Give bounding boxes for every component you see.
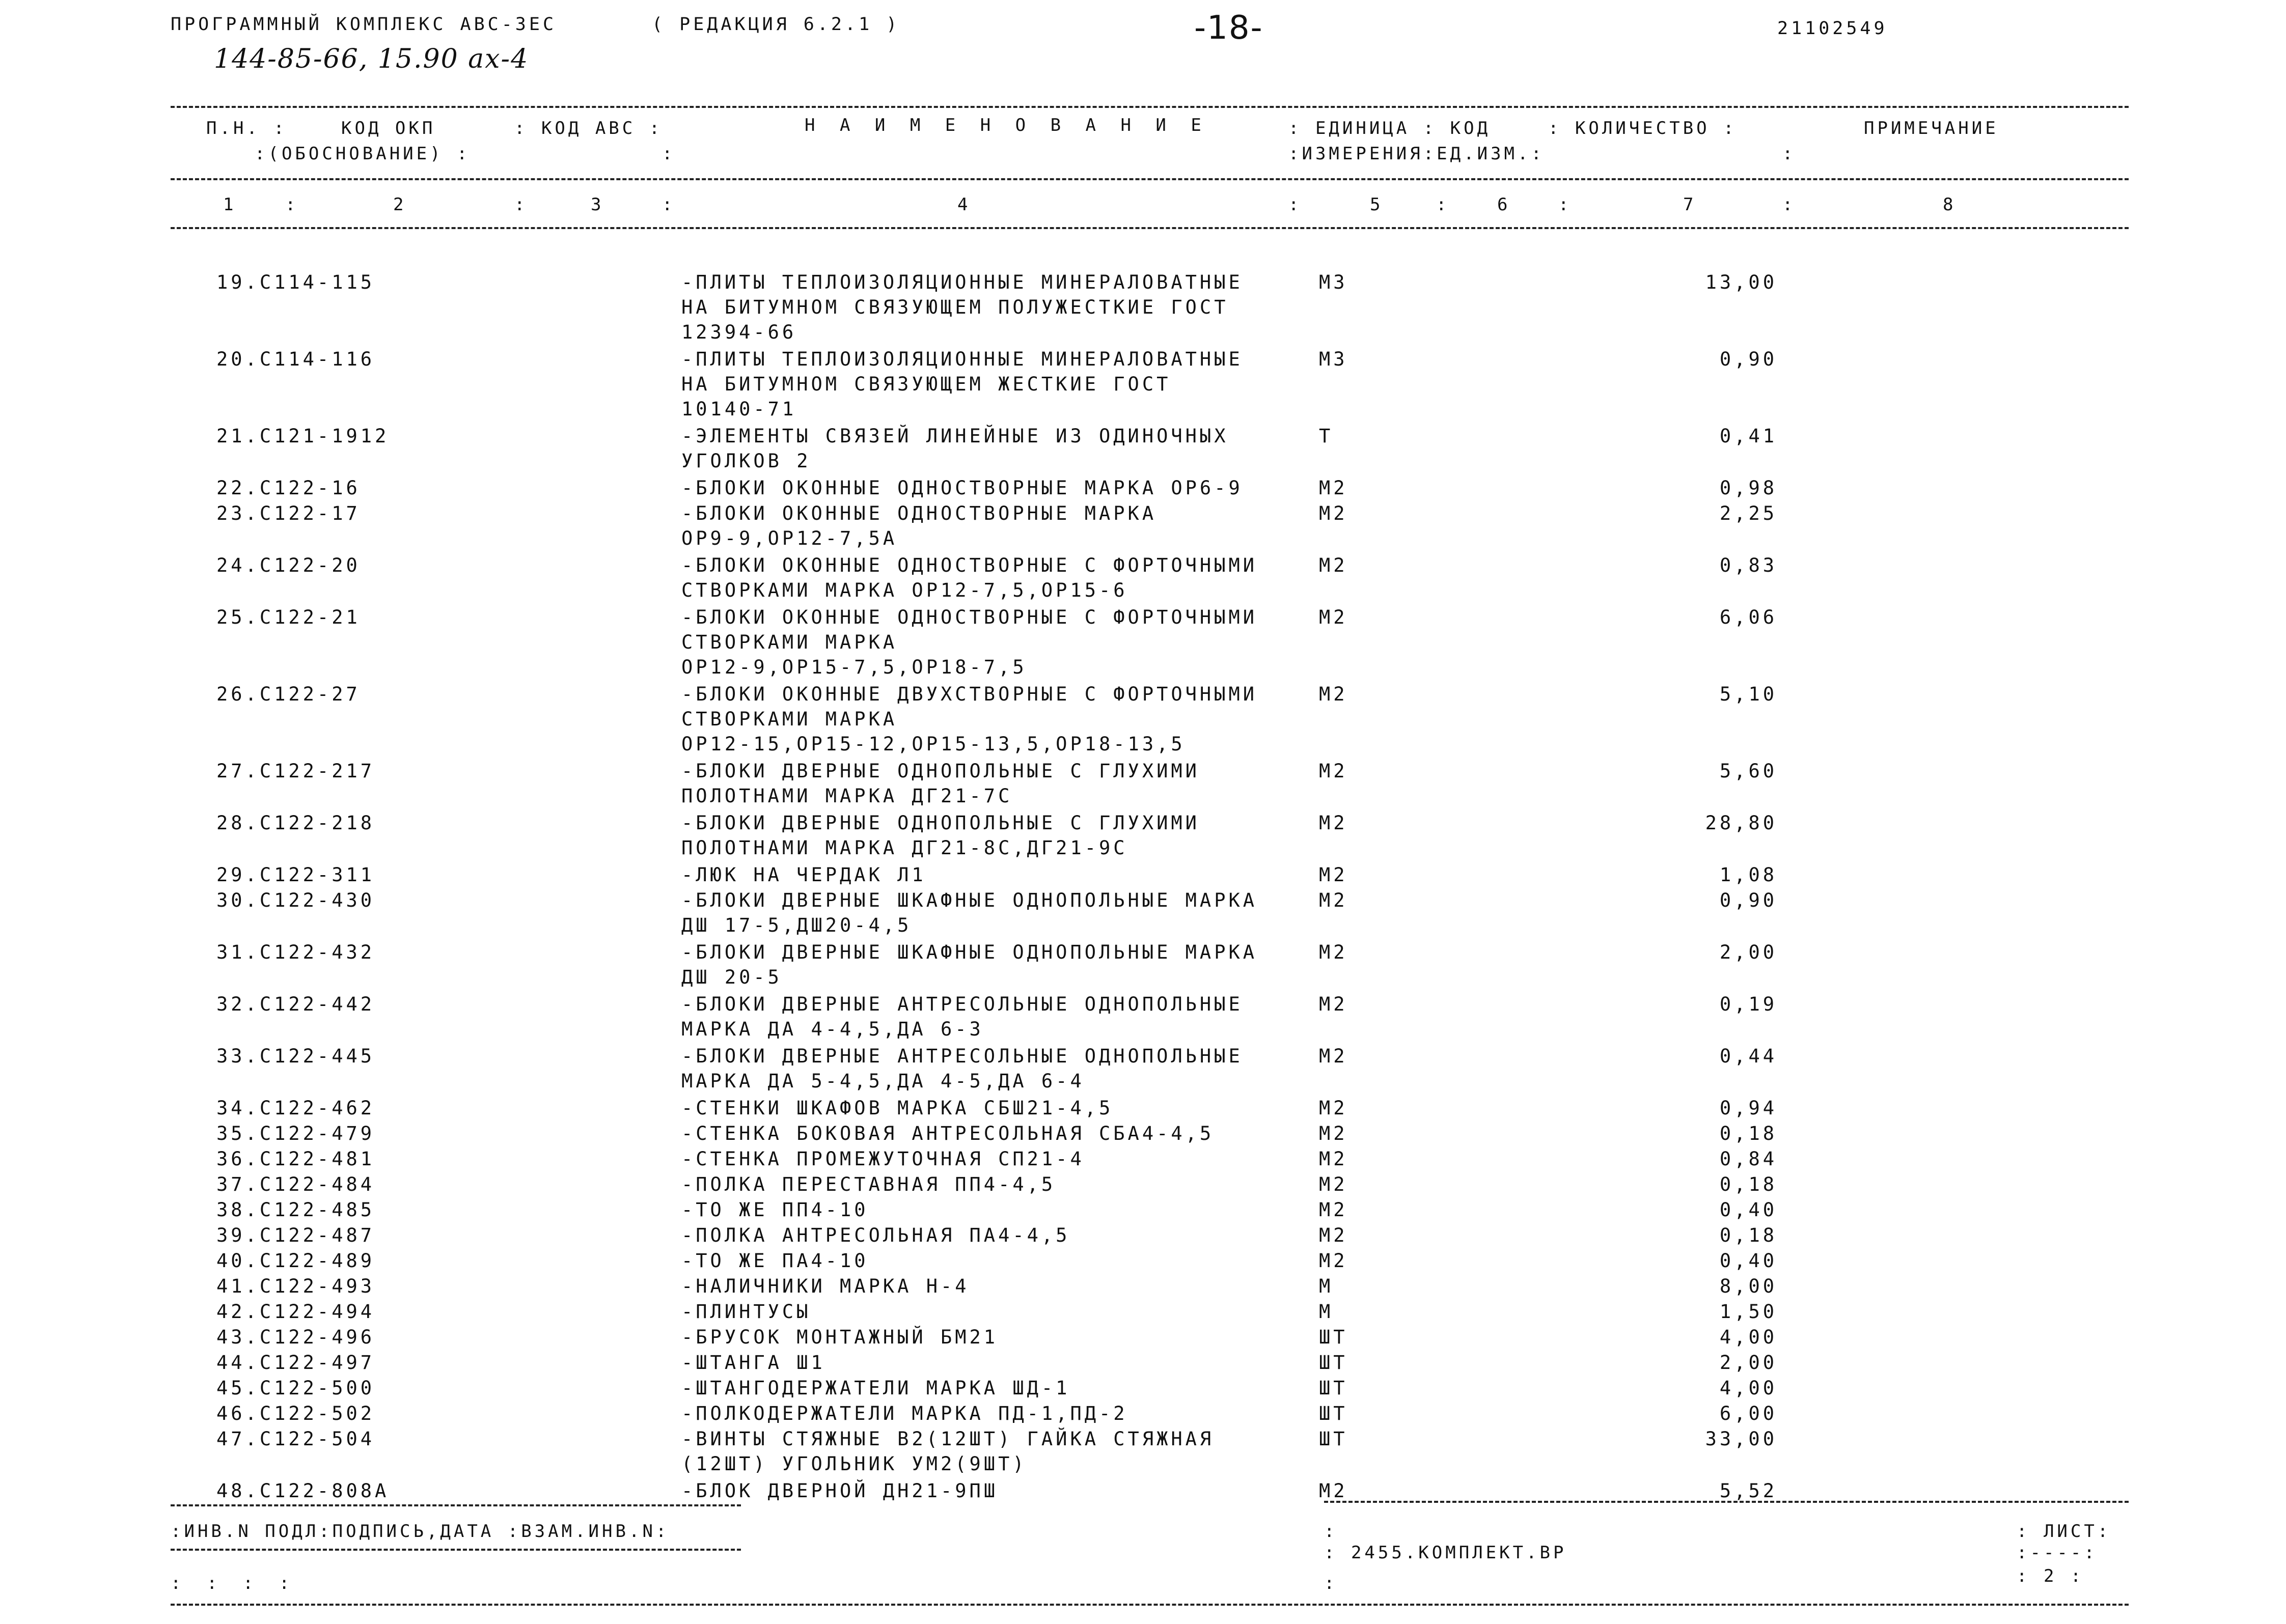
row-quantity: 2,00 [1719,941,1777,963]
row-unit: М2 [1319,1173,1348,1195]
row-code: 48.С122-808А [216,1480,390,1502]
handwritten-note: 144-85-66, 15.90 ах-4 [214,44,529,74]
row-code: 36.С122-481 [216,1148,375,1170]
column-okp-code: КОД ОКП [341,118,436,138]
row-quantity: 5,52 [1719,1480,1777,1502]
document-number: 21102549 [1777,18,1888,39]
row-name-line: -БЛОКИ ДВЕРНЫЕ ШКАФНЫЕ ОДНОПОЛЬНЫЕ МАРКА [681,889,1258,911]
row-name-line: ОР12-9,ОР15-7,5,ОР18-7,5 [681,656,1027,678]
row-code: 24.С122-20 [216,554,361,576]
row-quantity: 0,18 [1719,1123,1777,1144]
row-unit: ШТ [1319,1428,1348,1450]
row-quantity: 2,25 [1719,502,1777,524]
row-code: 29.С122-311 [216,864,375,886]
row-unit: ШТ [1319,1352,1348,1374]
row-name-line: -БРУСОК МОНТАЖНЫЙ БМ21 [681,1326,999,1348]
row-name-line: -ТО ЖЕ ПП4-10 [681,1199,869,1221]
row-code: 41.С122-493 [216,1275,375,1297]
row-quantity: 2,00 [1719,1352,1777,1374]
row-code: 43.С122-496 [216,1326,375,1348]
row-name-line: 12394-66 [681,321,797,343]
row-code: 19.С114-115 [216,271,375,293]
row-code: 28.С122-218 [216,812,375,834]
column-quantity: : КОЛИЧЕСТВО : [1548,118,1737,138]
row-quantity: 5,60 [1719,760,1777,782]
row-name-line: -ПЛИНТУСЫ [681,1301,811,1323]
row-name-line: -СТЕНКА ПРОМЕЖУТОЧНАЯ СП21-4 [681,1148,1085,1170]
row-quantity: 1,08 [1719,864,1777,886]
footer-right-separator: : [1324,1521,1338,1542]
row-code: 26.С122-27 [216,683,361,705]
row-name-line: -ШТАНГОДЕРЖАТЕЛИ МАРКА ШД-1 [681,1377,1070,1399]
row-unit: М2 [1319,1148,1348,1170]
row-unit: ШТ [1319,1403,1348,1424]
footer-sheet-number: : 2 : [2017,1566,2084,1586]
row-name-line: ПОЛОТНАМИ МАРКА ДГ21-7С [681,785,1013,807]
footer-document-code: : 2455.КОМПЛЕКТ.ВР [1324,1543,1567,1563]
page-number: -18- [1194,9,1263,47]
row-quantity: 0,40 [1719,1250,1777,1272]
row-quantity: 0,44 [1719,1045,1777,1067]
row-code: 46.С122-502 [216,1403,375,1424]
row-name-line: -СТЕНКА БОКОВАЯ АНТРЕСОЛЬНАЯ СБА4-4,5 [681,1123,1215,1144]
column-number-1: 1 [223,194,237,215]
column-number-5: 5 [1370,194,1384,215]
footer-signature-labels: :ИНВ.N ПОДЛ:ПОДПИСЬ,ДАТА :ВЗАМ.ИНВ.N: [171,1521,670,1542]
footer-sheet-separator: :----: [2017,1543,2098,1563]
row-name-line: ОР12-15,ОР15-12,ОР15-13,5,ОР18-13,5 [681,733,1186,755]
row-code: 27.С122-217 [216,760,375,782]
row-unit: М2 [1319,1097,1348,1119]
row-quantity: 6,00 [1719,1403,1777,1424]
row-name-line: -ПЛИТЫ ТЕПЛОИЗОЛЯЦИОННЫЕ МИНЕРАЛОВАТНЫЕ [681,348,1243,370]
row-code: 21.С121-1912 [216,425,390,447]
row-quantity: 0,40 [1719,1199,1777,1221]
column-number-6: 6 [1497,194,1511,215]
row-name-line: -ЭЛЕМЕНТЫ СВЯЗЕЙ ЛИНЕЙНЫЕ ИЗ ОДИНОЧНЫХ [681,425,1229,447]
footer-sheet-label: : ЛИСТ: [2017,1521,2111,1542]
column-abs-code: : КОД АВС : [514,118,663,138]
column-quantity-sep: : [1782,144,1796,164]
row-name-line: -ПОЛКА АНТРЕСОЛЬНАЯ ПА4-4,5 [681,1224,1070,1246]
row-code: 25.С122-21 [216,606,361,628]
row-name-line: -БЛОКИ ОКОННЫЕ ДВУХСТВОРНЫЕ С ФОРТОЧНЫМИ [681,683,1258,705]
header-top-rule [171,106,2129,108]
footer-right-separator: : [1324,1573,1338,1593]
row-name-line: -ШТАНГА Ш1 [681,1352,825,1374]
row-unit: М2 [1319,1250,1348,1272]
footer-left-mid-rule [171,1549,741,1551]
column-number-3: 3 [591,194,604,215]
column-number-sep: : [285,194,299,215]
row-name-line: СТВОРКАМИ МАРКА ОР12-7,5,ОР15-6 [681,579,1128,601]
row-name-line: -БЛОКИ ДВЕРНЫЕ АНТРЕСОЛЬНЫЕ ОДНОПОЛЬНЫЕ [681,993,1243,1015]
column-pn: П.Н. : [206,118,287,138]
row-quantity: 0,19 [1719,993,1777,1015]
row-code: 30.С122-430 [216,889,375,911]
row-unit: Т [1319,425,1334,447]
row-quantity: 0,18 [1719,1173,1777,1195]
row-name-line: СТВОРКАМИ МАРКА [681,631,898,653]
row-unit: М2 [1319,1224,1348,1246]
row-unit: М2 [1319,606,1348,628]
row-name-line: ДШ 17-5,ДШ20-4,5 [681,914,912,936]
column-number-sep: : [1288,194,1302,215]
row-unit: М [1319,1301,1334,1323]
row-name-line: НА БИТУМНОМ СВЯЗУЮЩЕМ ЖЕСТКИЕ ГОСТ [681,373,1171,395]
row-name-line: -БЛОКИ ДВЕРНЫЕ АНТРЕСОЛЬНЫЕ ОДНОПОЛЬНЫЕ [681,1045,1243,1067]
row-name-line: (12ШТ) УГОЛЬНИК УМ2(9ШТ) [681,1453,1027,1475]
row-quantity: 0,41 [1719,425,1777,447]
footer-signature-blanks: : : : : [171,1573,297,1593]
row-name-line: УГОЛКОВ 2 [681,450,811,472]
row-quantity: 0,18 [1719,1224,1777,1246]
row-name-line: 10140-71 [681,398,797,420]
row-unit: ШТ [1319,1377,1348,1399]
column-number-2: 2 [393,194,407,215]
program-title: ПРОГРАММНЫЙ КОМПЛЕКС АВС-ЗЕС [171,14,557,35]
row-unit: М2 [1319,1480,1348,1502]
row-name-line: -БЛОКИ ОКОННЫЕ ОДНОСТВОРНЫЕ МАРКА ОР6-9 [681,477,1243,499]
row-quantity: 33,00 [1705,1428,1777,1450]
row-quantity: 0,90 [1719,889,1777,911]
row-code: 22.С122-16 [216,477,361,499]
column-basis: :(ОБОСНОВАНИЕ) : [255,144,471,164]
row-name-line: -БЛОКИ ОКОННЫЕ ОДНОСТВОРНЫЕ МАРКА [681,502,1157,524]
column-number-sep: : [1782,194,1796,215]
row-name-line: ДШ 20-5 [681,966,782,988]
row-name-line: -ПОЛКА ПЕРЕСТАВНАЯ ПП4-4,5 [681,1173,1056,1195]
row-unit: М2 [1319,941,1348,963]
column-number-4: 4 [957,194,971,215]
row-code: 45.С122-500 [216,1377,375,1399]
row-quantity: 0,98 [1719,477,1777,499]
row-name-line: НА БИТУМНОМ СВЯЗУЮЩЕМ ПОЛУЖЕСТКИЕ ГОСТ [681,296,1229,318]
row-quantity: 13,00 [1705,271,1777,293]
row-unit: М2 [1319,812,1348,834]
row-name-line: ПОЛОТНАМИ МАРКА ДГ21-8С,ДГ21-9С [681,837,1128,859]
footer-right-top-rule [1324,1501,2129,1503]
column-number-8: 8 [1943,194,1957,215]
row-code: 20.С114-116 [216,348,375,370]
row-unit: М [1319,1275,1334,1297]
row-name-line: -БЛОКИ ДВЕРНЫЕ ОДНОПОЛЬНЫЕ С ГЛУХИМИ [681,812,1200,834]
row-unit: М2 [1319,554,1348,576]
row-name-line: -НАЛИЧНИКИ МАРКА Н-4 [681,1275,970,1297]
column-abs-sep: : [662,144,676,164]
row-unit: М2 [1319,864,1348,886]
row-name-line: МАРКА ДА 4-4,5,ДА 6-3 [681,1018,984,1040]
column-number-sep: : [1436,194,1450,215]
row-unit: М2 [1319,477,1348,499]
row-name-line: -ПЛИТЫ ТЕПЛОИЗОЛЯЦИОННЫЕ МИНЕРАЛОВАТНЫЕ [681,271,1243,293]
row-code: 34.С122-462 [216,1097,375,1119]
column-note: ПРИМЕЧАНИЕ [1864,118,1999,138]
row-unit: М2 [1319,502,1348,524]
row-name-line: -ЛЮК НА ЧЕРДАК Л1 [681,864,926,886]
column-number-sep: : [662,194,676,215]
row-quantity: 6,06 [1719,606,1777,628]
row-code: 40.С122-489 [216,1250,375,1272]
row-unit: М2 [1319,683,1348,705]
row-code: 37.С122-484 [216,1173,375,1195]
row-quantity: 1,50 [1719,1301,1777,1323]
row-unit: М2 [1319,1045,1348,1067]
column-number-sep: : [1558,194,1572,215]
column-number-sep: : [514,194,528,215]
row-code: 38.С122-485 [216,1199,375,1221]
footer-bottom-rule [171,1604,2129,1606]
edition-label: ( РЕДАКЦИЯ 6.2.1 ) [652,14,900,35]
row-quantity: 4,00 [1719,1326,1777,1348]
row-code: 23.С122-17 [216,502,361,524]
row-code: 32.С122-442 [216,993,375,1015]
column-unit-measure: :ИЗМЕРЕНИЯ:ЕД.ИЗМ.: [1288,144,1545,164]
column-unit: : ЕДИНИЦА : КОД [1288,118,1491,138]
row-code: 31.С122-432 [216,941,375,963]
row-name-line: -СТЕНКИ ШКАФОВ МАРКА СБШ21-4,5 [681,1097,1114,1119]
row-code: 33.С122-445 [216,1045,375,1067]
row-unit: М2 [1319,1199,1348,1221]
row-quantity: 0,90 [1719,348,1777,370]
row-name-line: -ТО ЖЕ ПА4-10 [681,1250,869,1272]
row-name-line: -ВИНТЫ СТЯЖНЫЕ В2(12ШТ) ГАЙКА СТЯЖНАЯ [681,1428,1215,1450]
row-unit: М3 [1319,348,1348,370]
header-bottom-rule [171,227,2129,229]
row-name-line: -БЛОКИ ДВЕРНЫЕ ШКАФНЫЕ ОДНОПОЛЬНЫЕ МАРКА [681,941,1258,963]
row-code: 39.С122-487 [216,1224,375,1246]
row-unit: М2 [1319,889,1348,911]
row-unit: М3 [1319,271,1348,293]
row-name-line: -БЛОКИ ОКОННЫЕ ОДНОСТВОРНЫЕ С ФОРТОЧНЫМИ [681,554,1258,576]
row-code: 35.С122-479 [216,1123,375,1144]
row-code: 47.С122-504 [216,1428,375,1450]
row-quantity: 8,00 [1719,1275,1777,1297]
row-name-line: МАРКА ДА 5-4,5,ДА 4-5,ДА 6-4 [681,1070,1085,1092]
header-mid-rule [171,178,2129,180]
footer-left-top-rule [171,1504,741,1506]
row-name-line: СТВОРКАМИ МАРКА [681,708,898,730]
row-quantity: 0,84 [1719,1148,1777,1170]
column-number-7: 7 [1683,194,1697,215]
row-name-line: -БЛОКИ ОКОННЫЕ ОДНОСТВОРНЫЕ С ФОРТОЧНЫМИ [681,606,1258,628]
row-quantity: 0,83 [1719,554,1777,576]
row-quantity: 4,00 [1719,1377,1777,1399]
row-name-line: -БЛОК ДВЕРНОЙ ДН21-9ПШ [681,1480,999,1502]
row-code: 44.С122-497 [216,1352,375,1374]
row-quantity: 0,94 [1719,1097,1777,1119]
row-name-line: ОР9-9,ОР12-7,5А [681,527,898,549]
row-name-line: -ПОЛКОДЕРЖАТЕЛИ МАРКА ПД-1,ПД-2 [681,1403,1128,1424]
row-quantity: 28,80 [1705,812,1777,834]
row-unit: ШТ [1319,1326,1348,1348]
row-unit: М2 [1319,760,1348,782]
row-unit: М2 [1319,993,1348,1015]
row-unit: М2 [1319,1123,1348,1144]
row-name-line: -БЛОКИ ДВЕРНЫЕ ОДНОПОЛЬНЫЕ С ГЛУХИМИ [681,760,1200,782]
row-quantity: 5,10 [1719,683,1777,705]
row-code: 42.С122-494 [216,1301,375,1323]
column-name: Н А И М Е Н О В А Н И Е [805,115,1208,135]
